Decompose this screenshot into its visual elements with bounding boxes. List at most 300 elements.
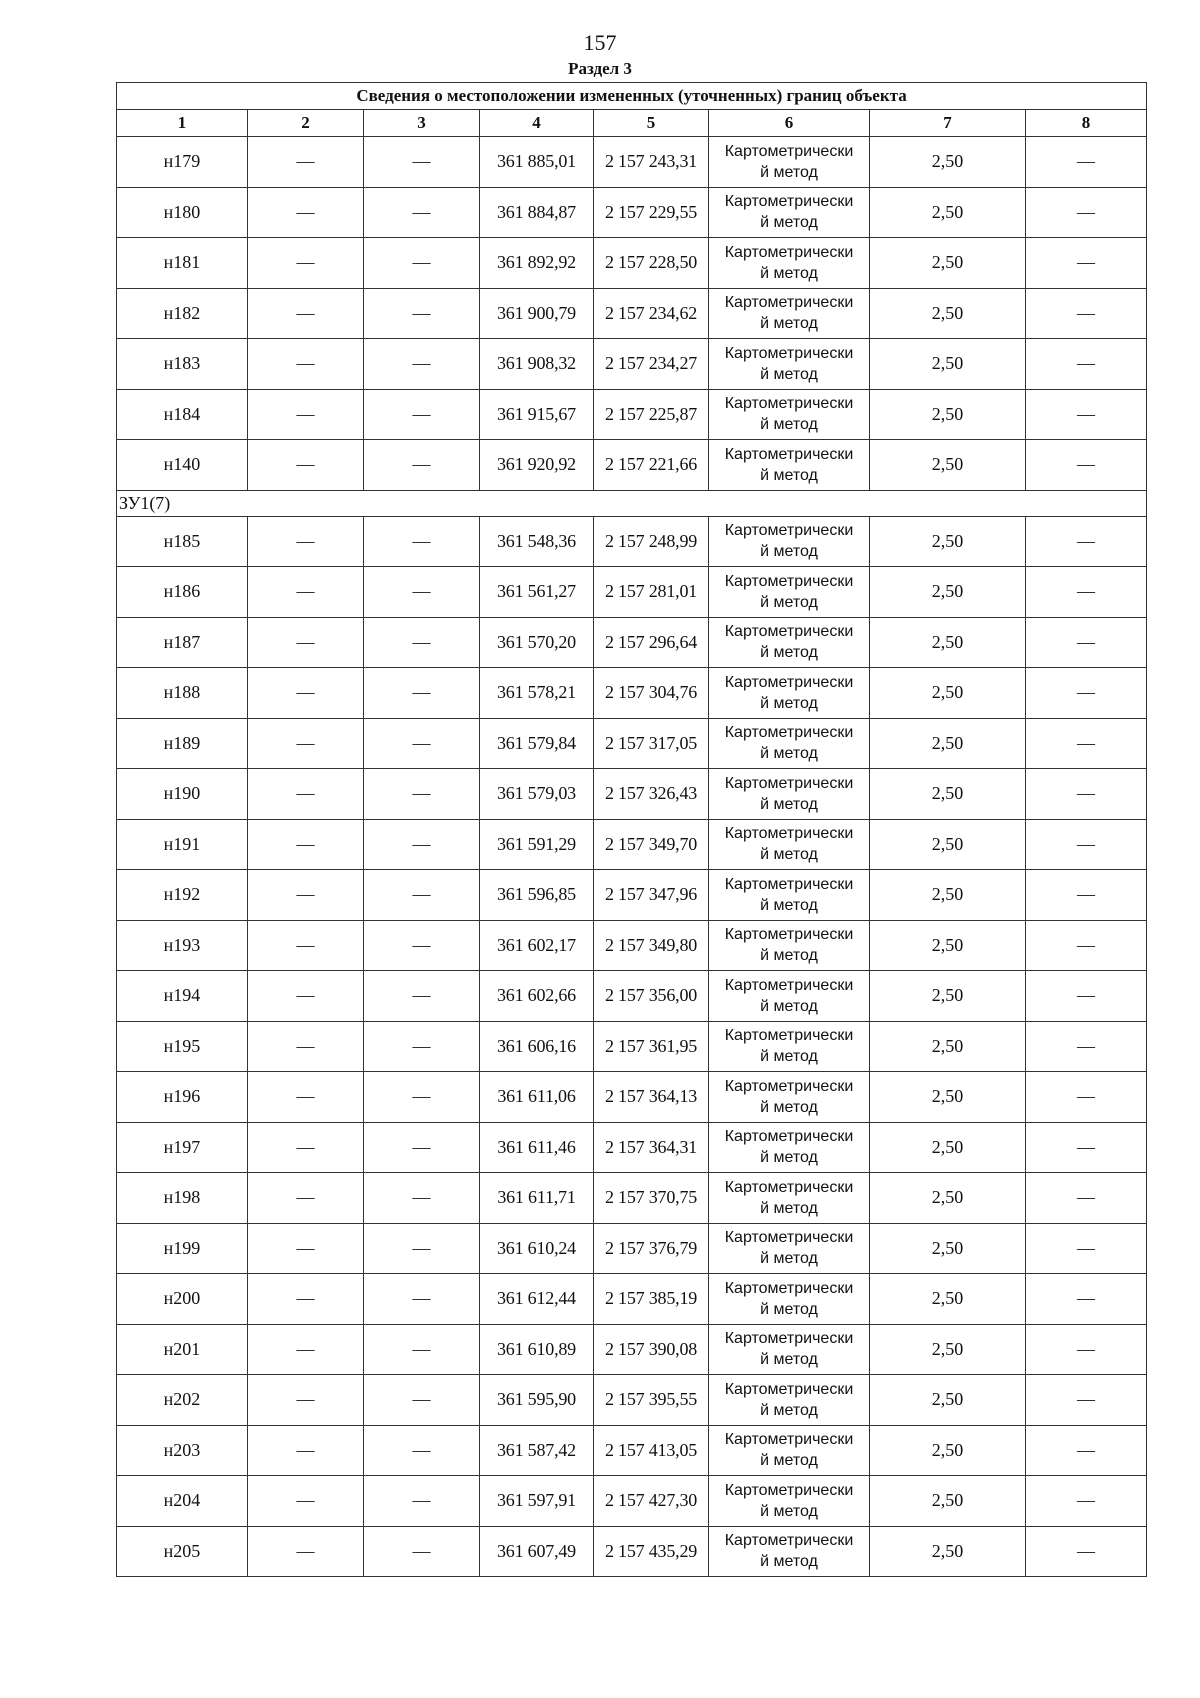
page-number: 157 <box>583 30 617 55</box>
method-line-1: Картометрически <box>724 774 854 792</box>
dash-cell: — <box>1026 819 1147 870</box>
group-label-row <box>117 490 1147 516</box>
table-row <box>117 516 1147 567</box>
table-row <box>117 389 1147 440</box>
y-coordinate-cell: 2 157 364,13 <box>594 1072 709 1123</box>
dash-cell: — <box>1026 1476 1147 1527</box>
x-coordinate-cell: 361 610,89 <box>480 1324 594 1375</box>
table-row <box>117 819 1147 870</box>
dash-cell: — <box>248 1072 364 1123</box>
table-row <box>117 718 1147 769</box>
precision-cell: 2,50 <box>870 1072 1026 1123</box>
table-row <box>117 668 1147 719</box>
column-number: 1 <box>117 110 248 137</box>
column-number: 8 <box>1026 110 1147 137</box>
table-row <box>117 1375 1147 1426</box>
column-number: 7 <box>870 110 1026 137</box>
point-name-cell: н140 <box>117 440 248 491</box>
dash-cell: — <box>248 971 364 1022</box>
x-coordinate-cell: 361 596,85 <box>480 870 594 921</box>
dash-cell: — <box>1026 718 1147 769</box>
precision-cell: 2,50 <box>870 137 1026 188</box>
method-cell <box>709 1476 870 1527</box>
dash-cell: — <box>248 440 364 491</box>
dash-cell: — <box>248 819 364 870</box>
column-number: 6 <box>709 110 870 137</box>
x-coordinate-cell: 361 611,71 <box>480 1173 594 1224</box>
method-cell <box>709 1526 870 1577</box>
point-name-cell: н203 <box>117 1425 248 1476</box>
dash-cell: — <box>248 137 364 188</box>
dash-cell: — <box>364 187 480 238</box>
dash-cell: — <box>248 1476 364 1527</box>
table-row <box>117 137 1147 188</box>
dash-cell: — <box>364 1526 480 1577</box>
method-line-2: й метод <box>760 745 818 763</box>
table-row <box>117 1122 1147 1173</box>
x-coordinate-cell: 361 595,90 <box>480 1375 594 1426</box>
precision-cell: 2,50 <box>870 1324 1026 1375</box>
point-name-cell: н195 <box>117 1021 248 1072</box>
dash-cell: — <box>1026 617 1147 668</box>
precision-cell: 2,50 <box>870 617 1026 668</box>
point-name-cell: н198 <box>117 1173 248 1224</box>
group-label: ЗУ1(7) <box>117 490 1147 516</box>
method-line-2: й метод <box>760 365 818 383</box>
table-row <box>117 187 1147 238</box>
method-line-2: й метод <box>760 593 818 611</box>
boundary-coordinates-table <box>116 82 1147 1577</box>
point-name-cell: н205 <box>117 1526 248 1577</box>
y-coordinate-cell: 2 157 234,27 <box>594 339 709 390</box>
method-line-2: й метод <box>760 1502 818 1520</box>
table-row <box>117 567 1147 618</box>
dash-cell: — <box>364 1223 480 1274</box>
method-line-1: Картометрически <box>724 572 854 590</box>
method-line-2: й метод <box>760 416 818 434</box>
method-line-1: Картометрически <box>724 1027 854 1045</box>
point-name-cell: н197 <box>117 1122 248 1173</box>
precision-cell: 2,50 <box>870 516 1026 567</box>
table-row <box>117 1173 1147 1224</box>
point-name-cell: н181 <box>117 238 248 289</box>
method-cell <box>709 1173 870 1224</box>
y-coordinate-cell: 2 157 225,87 <box>594 389 709 440</box>
method-line-2: й метод <box>760 694 818 712</box>
method-line-1: Картометрически <box>724 1481 854 1499</box>
precision-cell: 2,50 <box>870 1173 1026 1224</box>
dash-cell: — <box>248 516 364 567</box>
x-coordinate-cell: 361 548,36 <box>480 516 594 567</box>
point-name-cell: н194 <box>117 971 248 1022</box>
y-coordinate-cell: 2 157 349,70 <box>594 819 709 870</box>
method-line-1: Картометрически <box>724 673 854 691</box>
x-coordinate-cell: 361 602,17 <box>480 920 594 971</box>
method-cell <box>709 1021 870 1072</box>
point-name-cell: н200 <box>117 1274 248 1325</box>
dash-cell: — <box>364 440 480 491</box>
point-name-cell: н183 <box>117 339 248 390</box>
point-name-cell: н184 <box>117 389 248 440</box>
precision-cell: 2,50 <box>870 1122 1026 1173</box>
precision-cell: 2,50 <box>870 718 1026 769</box>
dash-cell: — <box>1026 238 1147 289</box>
dash-cell: — <box>364 1021 480 1072</box>
method-line-1: Картометрически <box>724 926 854 944</box>
table-row <box>117 1425 1147 1476</box>
table-row <box>117 1476 1147 1527</box>
table-row <box>117 1021 1147 1072</box>
y-coordinate-cell: 2 157 317,05 <box>594 718 709 769</box>
column-number-row <box>117 110 1147 137</box>
dash-cell: — <box>1026 1223 1147 1274</box>
method-line-1: Картометрически <box>724 875 854 893</box>
y-coordinate-cell: 2 157 281,01 <box>594 567 709 618</box>
method-cell <box>709 870 870 921</box>
precision-cell: 2,50 <box>870 288 1026 339</box>
y-coordinate-cell: 2 157 395,55 <box>594 1375 709 1426</box>
dash-cell: — <box>1026 1274 1147 1325</box>
method-line-1: Картометрически <box>724 623 854 641</box>
dash-cell: — <box>364 1173 480 1224</box>
method-cell <box>709 137 870 188</box>
precision-cell: 2,50 <box>870 1526 1026 1577</box>
table-title-row <box>117 83 1147 110</box>
x-coordinate-cell: 361 579,84 <box>480 718 594 769</box>
y-coordinate-cell: 2 157 376,79 <box>594 1223 709 1274</box>
table-row <box>117 1072 1147 1123</box>
method-line-1: Картометрически <box>724 1077 854 1095</box>
dash-cell: — <box>1026 567 1147 618</box>
point-name-cell: н179 <box>117 137 248 188</box>
dash-cell: — <box>364 1072 480 1123</box>
precision-cell: 2,50 <box>870 1274 1026 1325</box>
x-coordinate-cell: 361 607,49 <box>480 1526 594 1577</box>
point-name-cell: н204 <box>117 1476 248 1527</box>
dash-cell: — <box>248 617 364 668</box>
y-coordinate-cell: 2 157 435,29 <box>594 1526 709 1577</box>
dash-cell: — <box>248 920 364 971</box>
y-coordinate-cell: 2 157 413,05 <box>594 1425 709 1476</box>
dash-cell: — <box>364 769 480 820</box>
method-cell <box>709 971 870 1022</box>
method-line-1: Картометрически <box>724 1128 854 1146</box>
precision-cell: 2,50 <box>870 1223 1026 1274</box>
dash-cell: — <box>248 389 364 440</box>
y-coordinate-cell: 2 157 390,08 <box>594 1324 709 1375</box>
point-name-cell: н190 <box>117 769 248 820</box>
method-line-2: й метод <box>760 1401 818 1419</box>
method-line-2: й метод <box>760 1351 818 1369</box>
x-coordinate-cell: 361 900,79 <box>480 288 594 339</box>
method-line-2: й метод <box>760 795 818 813</box>
dash-cell: — <box>364 1122 480 1173</box>
x-coordinate-cell: 361 611,06 <box>480 1072 594 1123</box>
dash-cell: — <box>248 769 364 820</box>
point-name-cell: н185 <box>117 516 248 567</box>
dash-cell: — <box>248 668 364 719</box>
method-cell <box>709 288 870 339</box>
method-line-2: й метод <box>760 1048 818 1066</box>
point-name-cell: н188 <box>117 668 248 719</box>
dash-cell: — <box>248 238 364 289</box>
method-cell <box>709 238 870 289</box>
x-coordinate-cell: 361 587,42 <box>480 1425 594 1476</box>
dash-cell: — <box>364 617 480 668</box>
table-row <box>117 1223 1147 1274</box>
precision-cell: 2,50 <box>870 1021 1026 1072</box>
dash-cell: — <box>248 1274 364 1325</box>
method-line-1: Картометрически <box>724 1178 854 1196</box>
precision-cell: 2,50 <box>870 339 1026 390</box>
dash-cell: — <box>248 567 364 618</box>
y-coordinate-cell: 2 157 248,99 <box>594 516 709 567</box>
precision-cell: 2,50 <box>870 187 1026 238</box>
dash-cell: — <box>248 1223 364 1274</box>
method-cell <box>709 1274 870 1325</box>
point-name-cell: н180 <box>117 187 248 238</box>
method-line-2: й метод <box>760 466 818 484</box>
method-cell <box>709 920 870 971</box>
method-line-2: й метод <box>760 1250 818 1268</box>
y-coordinate-cell: 2 157 356,00 <box>594 971 709 1022</box>
dash-cell: — <box>364 1375 480 1426</box>
dash-cell: — <box>248 718 364 769</box>
dash-cell: — <box>1026 516 1147 567</box>
dash-cell: — <box>364 389 480 440</box>
x-coordinate-cell: 361 612,44 <box>480 1274 594 1325</box>
table-row <box>117 440 1147 491</box>
point-name-cell: н193 <box>117 920 248 971</box>
y-coordinate-cell: 2 157 229,55 <box>594 187 709 238</box>
point-name-cell: н186 <box>117 567 248 618</box>
method-line-1: Картометрически <box>724 1431 854 1449</box>
dash-cell: — <box>1026 137 1147 188</box>
dash-cell: — <box>364 718 480 769</box>
x-coordinate-cell: 361 892,92 <box>480 238 594 289</box>
method-line-2: й метод <box>760 1199 818 1217</box>
y-coordinate-cell: 2 157 370,75 <box>594 1173 709 1224</box>
dash-cell: — <box>1026 1375 1147 1426</box>
dash-cell: — <box>1026 187 1147 238</box>
x-coordinate-cell: 361 602,66 <box>480 971 594 1022</box>
point-name-cell: н201 <box>117 1324 248 1375</box>
x-coordinate-cell: 361 591,29 <box>480 819 594 870</box>
x-coordinate-cell: 361 561,27 <box>480 567 594 618</box>
y-coordinate-cell: 2 157 221,66 <box>594 440 709 491</box>
method-cell <box>709 187 870 238</box>
method-cell <box>709 769 870 820</box>
x-coordinate-cell: 361 885,01 <box>480 137 594 188</box>
point-name-cell: н202 <box>117 1375 248 1426</box>
dash-cell: — <box>1026 769 1147 820</box>
method-cell <box>709 718 870 769</box>
table-row <box>117 238 1147 289</box>
precision-cell: 2,50 <box>870 920 1026 971</box>
y-coordinate-cell: 2 157 347,96 <box>594 870 709 921</box>
table-row <box>117 288 1147 339</box>
y-coordinate-cell: 2 157 304,76 <box>594 668 709 719</box>
x-coordinate-cell: 361 920,92 <box>480 440 594 491</box>
precision-cell: 2,50 <box>870 1425 1026 1476</box>
method-line-2: й метод <box>760 896 818 914</box>
method-cell <box>709 1122 870 1173</box>
column-number: 4 <box>480 110 594 137</box>
dash-cell: — <box>364 516 480 567</box>
dash-cell: — <box>1026 440 1147 491</box>
x-coordinate-cell: 361 606,16 <box>480 1021 594 1072</box>
precision-cell: 2,50 <box>870 389 1026 440</box>
method-cell <box>709 668 870 719</box>
dash-cell: — <box>248 187 364 238</box>
table-row <box>117 1324 1147 1375</box>
dash-cell: — <box>248 1021 364 1072</box>
method-line-1: Картометрически <box>724 344 854 362</box>
method-line-1: Картометрически <box>724 1532 854 1550</box>
precision-cell: 2,50 <box>870 1375 1026 1426</box>
precision-cell: 2,50 <box>870 870 1026 921</box>
method-line-2: й метод <box>760 1149 818 1167</box>
dash-cell: — <box>1026 1072 1147 1123</box>
x-coordinate-cell: 361 579,03 <box>480 769 594 820</box>
dash-cell: — <box>248 288 364 339</box>
dash-cell: — <box>1026 1021 1147 1072</box>
method-line-2: й метод <box>760 264 818 282</box>
point-name-cell: н189 <box>117 718 248 769</box>
dash-cell: — <box>1026 1526 1147 1577</box>
x-coordinate-cell: 361 884,87 <box>480 187 594 238</box>
dash-cell: — <box>1026 1122 1147 1173</box>
dash-cell: — <box>1026 288 1147 339</box>
point-name-cell: н182 <box>117 288 248 339</box>
y-coordinate-cell: 2 157 427,30 <box>594 1476 709 1527</box>
dash-cell: — <box>364 870 480 921</box>
table-row <box>117 971 1147 1022</box>
dash-cell: — <box>364 1274 480 1325</box>
y-coordinate-cell: 2 157 296,64 <box>594 617 709 668</box>
dash-cell: — <box>248 1375 364 1426</box>
method-line-1: Картометрически <box>724 1330 854 1348</box>
method-line-1: Картометрически <box>724 825 854 843</box>
method-line-2: й метод <box>760 214 818 232</box>
method-line-1: Картометрически <box>724 1380 854 1398</box>
y-coordinate-cell: 2 157 326,43 <box>594 769 709 820</box>
dash-cell: — <box>1026 1425 1147 1476</box>
table-row <box>117 870 1147 921</box>
point-name-cell: н196 <box>117 1072 248 1123</box>
method-line-2: й метод <box>760 163 818 181</box>
precision-cell: 2,50 <box>870 668 1026 719</box>
precision-cell: 2,50 <box>870 440 1026 491</box>
dash-cell: — <box>248 1324 364 1375</box>
y-coordinate-cell: 2 157 361,95 <box>594 1021 709 1072</box>
dash-cell: — <box>1026 1173 1147 1224</box>
column-number: 5 <box>594 110 709 137</box>
dash-cell: — <box>1026 870 1147 921</box>
dash-cell: — <box>248 1425 364 1476</box>
dash-cell: — <box>364 288 480 339</box>
method-cell <box>709 1223 870 1274</box>
method-cell <box>709 567 870 618</box>
method-line-1: Картометрически <box>724 976 854 994</box>
dash-cell: — <box>248 870 364 921</box>
method-cell <box>709 516 870 567</box>
y-coordinate-cell: 2 157 349,80 <box>594 920 709 971</box>
dash-cell: — <box>248 1526 364 1577</box>
dash-cell: — <box>1026 668 1147 719</box>
x-coordinate-cell: 361 610,24 <box>480 1223 594 1274</box>
precision-cell: 2,50 <box>870 1476 1026 1527</box>
method-cell <box>709 440 870 491</box>
table-row <box>117 339 1147 390</box>
dash-cell: — <box>364 920 480 971</box>
point-name-cell: н199 <box>117 1223 248 1274</box>
y-coordinate-cell: 2 157 243,31 <box>594 137 709 188</box>
method-line-1: Картометрически <box>724 193 854 211</box>
method-cell <box>709 1072 870 1123</box>
x-coordinate-cell: 361 578,21 <box>480 668 594 719</box>
dash-cell: — <box>364 668 480 719</box>
method-line-2: й метод <box>760 543 818 561</box>
x-coordinate-cell: 361 611,46 <box>480 1122 594 1173</box>
x-coordinate-cell: 361 597,91 <box>480 1476 594 1527</box>
dash-cell: — <box>248 1122 364 1173</box>
dash-cell: — <box>364 819 480 870</box>
method-line-1: Картометрически <box>724 1229 854 1247</box>
method-line-2: й метод <box>760 1300 818 1318</box>
precision-cell: 2,50 <box>870 819 1026 870</box>
point-name-cell: н187 <box>117 617 248 668</box>
dash-cell: — <box>364 238 480 289</box>
dash-cell: — <box>364 1324 480 1375</box>
method-line-1: Картометрически <box>724 1279 854 1297</box>
x-coordinate-cell: 361 908,32 <box>480 339 594 390</box>
table-title: Сведения о местоположении измененных (уточненных) границ объекта <box>117 83 1147 110</box>
precision-cell: 2,50 <box>870 238 1026 289</box>
method-cell <box>709 617 870 668</box>
method-cell <box>709 819 870 870</box>
y-coordinate-cell: 2 157 364,31 <box>594 1122 709 1173</box>
dash-cell: — <box>364 1476 480 1527</box>
dash-cell: — <box>364 137 480 188</box>
dash-cell: — <box>1026 389 1147 440</box>
column-number: 3 <box>364 110 480 137</box>
method-line-1: Картометрически <box>724 395 854 413</box>
method-line-1: Картометрически <box>724 243 854 261</box>
method-cell <box>709 1375 870 1426</box>
method-line-1: Картометрически <box>724 142 854 160</box>
method-line-2: й метод <box>760 1452 818 1470</box>
dash-cell: — <box>364 339 480 390</box>
method-line-2: й метод <box>760 315 818 333</box>
dash-cell: — <box>248 339 364 390</box>
table-row <box>117 617 1147 668</box>
method-line-1: Картометрически <box>724 445 854 463</box>
table-row <box>117 1526 1147 1577</box>
method-line-1: Картометрически <box>724 294 854 312</box>
method-cell <box>709 339 870 390</box>
point-name-cell: н191 <box>117 819 248 870</box>
dash-cell: — <box>364 971 480 1022</box>
column-number: 2 <box>248 110 364 137</box>
table-row <box>117 920 1147 971</box>
section-title: Раздел 3 <box>568 59 632 78</box>
method-cell <box>709 1324 870 1375</box>
precision-cell: 2,50 <box>870 971 1026 1022</box>
x-coordinate-cell: 361 915,67 <box>480 389 594 440</box>
method-line-2: й метод <box>760 997 818 1015</box>
dash-cell: — <box>1026 1324 1147 1375</box>
